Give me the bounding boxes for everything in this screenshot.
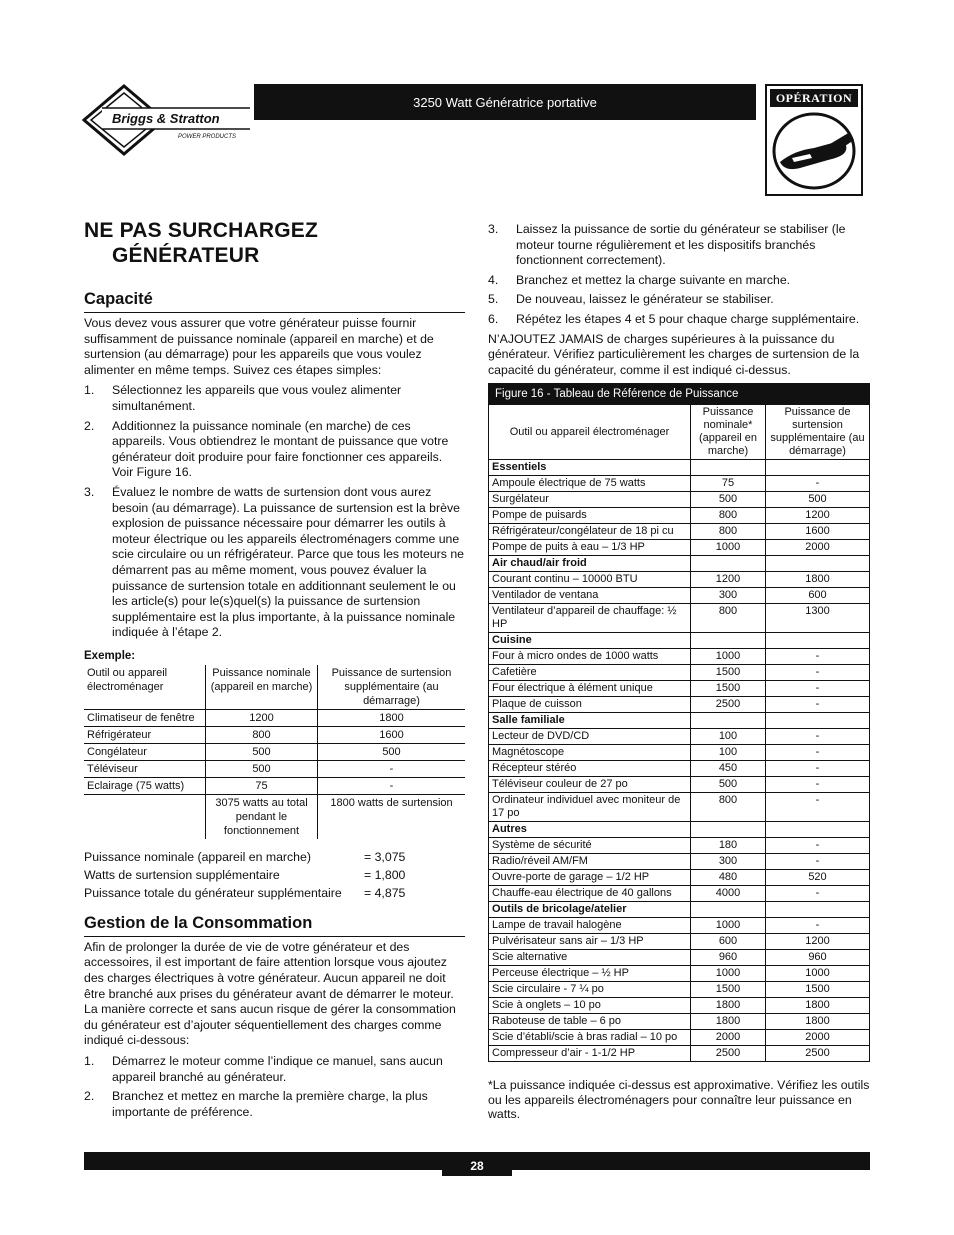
gestion-intro: Afin de prolonger la durée de vie de votre générateur et des accessoires, il est important de faire attention lorsque vous ajoutez des charges électriques à votre générateur. Aucun appareil ne doit être branché aux prises du générateur avant de démarrer le moteur. La manière correcte et sans aucun risque de gérer la consommation du générateur est d’ajouter séquentiellement des charges comme indiqué ci-dessous: — [84, 939, 456, 1048]
section-name: Cuisine — [489, 633, 691, 649]
surge-watts: 2000 — [766, 540, 870, 556]
section-name: Salle familiale — [489, 713, 691, 729]
running-watts: 500 — [691, 777, 766, 793]
example-header-surge: Puissance de surtension supplémentaire (au démarrage) — [318, 665, 466, 710]
step-number: 3. — [84, 484, 95, 499]
table-row — [84, 743, 465, 760]
step-item — [488, 292, 870, 308]
running-watts: 100 — [691, 745, 766, 761]
running-watts: 2000 — [691, 1030, 766, 1046]
section-name: Air chaud/air froid — [489, 556, 691, 572]
table-row — [489, 649, 869, 665]
appliance-name: Courant continu – 10000 BTU — [489, 572, 691, 588]
appliance-name: Ventilateur d’appareil de chauffage: ½ HP — [489, 604, 691, 633]
figure-caption: Figure 16 - Tableau de Référence de Puissance — [489, 384, 869, 405]
brand-sub: POWER PRODUCTS — [178, 134, 237, 140]
table-row — [489, 572, 869, 588]
surge-watts: - — [766, 777, 870, 793]
running-watts: 480 — [691, 870, 766, 886]
running-watts: 800 — [691, 508, 766, 524]
table-row — [489, 588, 869, 604]
surge-watts: - — [766, 649, 870, 665]
table-row — [489, 950, 869, 966]
surge-watts: 1300 — [766, 604, 870, 633]
ref-header-surge: Puissance de surtension supplémentaire (au démarrage) — [766, 405, 870, 460]
surge-watts: 1800 — [318, 709, 466, 726]
surge-watts: 520 — [766, 870, 870, 886]
step-number: 1. — [84, 383, 95, 398]
appliance-name: Réfrigérateur — [84, 726, 206, 743]
example-total-surge: 1800 watts de surtension — [318, 794, 466, 839]
section-row — [489, 633, 869, 649]
appliance-name: Ordinateur individuel avec moniteur de 17 po — [489, 793, 691, 822]
appliance-name: Cafetière — [489, 665, 691, 681]
step-number: 2. — [84, 418, 95, 433]
table-row — [489, 697, 869, 713]
total-value: = 4,875 — [364, 885, 406, 900]
appliance-name: Scie alternative — [489, 950, 691, 966]
example-table — [84, 665, 465, 839]
step-number: 5. — [488, 292, 499, 307]
appliance-name: Téléviseur — [84, 760, 206, 777]
running-watts: 500 — [691, 492, 766, 508]
appliance-name: Four électrique à élément unique — [489, 681, 691, 697]
power-reference-table — [488, 383, 870, 1062]
step-number: 3. — [488, 222, 499, 236]
surge-watts: 1800 — [766, 998, 870, 1014]
operation-badge-title: OPÉRATION — [770, 89, 858, 107]
table-row — [489, 761, 869, 777]
step-number: 1. — [84, 1054, 95, 1069]
appliance-name: Scie à onglets – 10 po — [489, 998, 691, 1014]
running-watts: 1500 — [691, 665, 766, 681]
running-watts: 75 — [206, 777, 318, 794]
ref-header-tool: Outil ou appareil électroménager — [489, 405, 691, 460]
document-title: 3250 Watt Génératrice portative — [413, 94, 597, 110]
running-watts: 500 — [206, 743, 318, 760]
step-text: Laissez la puissance de sortie du générateur se stabiliser (le moteur tourne régulièrement et les dispositifs branchés fonctionnent correctement). — [516, 222, 846, 268]
running-watts: 450 — [691, 761, 766, 777]
table-row — [489, 604, 869, 633]
totals-summary — [84, 848, 465, 902]
left-column — [84, 218, 465, 1124]
total-value: = 1,800 — [364, 867, 406, 882]
appliance-name: Lampe de travail halogène — [489, 918, 691, 934]
step-text: Sélectionnez les appareils que vous voulez alimenter simultanément. — [112, 383, 402, 413]
appliance-name: Ouvre-porte de garage – 1/2 HP — [489, 870, 691, 886]
table-row — [489, 524, 869, 540]
gestion-steps-continued — [488, 222, 870, 328]
step-item — [84, 485, 465, 641]
example-header-running: Puissance nominale (appareil en marche) — [206, 665, 318, 710]
step-text: Branchez et mettez en marche la première charge, la plus importante de préférence. — [112, 1089, 428, 1119]
running-watts: 500 — [206, 760, 318, 777]
step-item — [84, 1089, 465, 1120]
appliance-name: Ampoule électrique de 75 watts — [489, 476, 691, 492]
table-row — [489, 492, 869, 508]
running-watts: 960 — [691, 950, 766, 966]
footnote: *La puissance indiquée ci-dessus est approximative. Vérifiez les outils ou les appareils électroménagers pour connaître leur puissance en watts. — [488, 1078, 870, 1122]
appliance-name: Plaque de cuisson — [489, 697, 691, 713]
page-title-line2: GÉNÉRATEUR — [112, 244, 260, 267]
appliance-name: Téléviseur couleur de 27 po — [489, 777, 691, 793]
surge-watts: - — [766, 886, 870, 902]
section-row — [489, 460, 869, 476]
appliance-name: Ventilador de ventana — [489, 588, 691, 604]
running-watts: 1000 — [691, 918, 766, 934]
table-row — [489, 886, 869, 902]
capacite-heading: Capacité — [84, 290, 465, 313]
table-row — [84, 709, 465, 726]
step-text: Branchez et mettez la charge suivante en marche. — [516, 272, 791, 287]
example-header-tool: Outil ou appareil électroménager — [84, 665, 206, 710]
running-watts: 75 — [691, 476, 766, 492]
surge-watts: - — [766, 476, 870, 492]
running-watts: 1000 — [691, 966, 766, 982]
running-watts: 1200 — [691, 572, 766, 588]
running-watts: 1800 — [691, 998, 766, 1014]
step-item — [84, 419, 465, 481]
table-row — [489, 918, 869, 934]
table-row — [84, 777, 465, 794]
surge-watts: - — [766, 793, 870, 822]
section-row — [489, 822, 869, 838]
page-title-line1: NE PAS SURCHARGEZ — [84, 219, 319, 242]
total-label: Watts de surtension supplémentaire — [84, 867, 280, 882]
appliance-name: Perceuse électrique – ½ HP — [489, 966, 691, 982]
total-line — [84, 866, 465, 884]
page-title — [84, 218, 465, 268]
step-number: 6. — [488, 311, 499, 326]
table-row — [489, 998, 869, 1014]
appliance-name: Climatiseur de fenêtre — [84, 709, 206, 726]
appliance-name: Congélateur — [84, 743, 206, 760]
capacite-intro: Vous devez vous assurer que votre générateur puisse fournir suffisamment de puissance nominale (appareil en marche) et de surtension (au démarrage) pour les appareils que vous voulez alimenter en même temps. Suivez ces étapes simples: — [84, 316, 434, 377]
running-watts: 1200 — [206, 709, 318, 726]
running-watts: 100 — [691, 729, 766, 745]
total-label: Puissance nominale (appareil en marche) — [84, 849, 311, 864]
appliance-name: Pompe de puisards — [489, 508, 691, 524]
section-row — [489, 902, 869, 918]
running-watts: 1800 — [691, 1014, 766, 1030]
running-watts: 600 — [691, 934, 766, 950]
appliance-name: Chauffe-eau électrique de 40 gallons — [489, 886, 691, 902]
appliance-name: Scie circulaire - 7 ¼ po — [489, 982, 691, 998]
total-label: Puissance totale du générateur supplémentaire — [84, 885, 342, 900]
step-text: Démarrez le moteur comme l’indique ce manuel, sans aucun appareil branché au générateur. — [112, 1054, 443, 1084]
section-row — [489, 713, 869, 729]
header-bar — [254, 84, 756, 120]
step-item — [488, 222, 870, 269]
table-row — [489, 870, 869, 886]
surge-watts: 1000 — [766, 966, 870, 982]
running-watts: 180 — [691, 838, 766, 854]
table-row — [489, 729, 869, 745]
surge-watts: - — [766, 665, 870, 681]
surge-watts: - — [766, 681, 870, 697]
hand-switch-icon — [770, 110, 858, 192]
gestion-heading: Gestion de la Consommation — [84, 914, 465, 937]
surge-watts: 500 — [766, 492, 870, 508]
section-row — [489, 556, 869, 572]
step-item — [84, 1054, 465, 1085]
total-value: = 3,075 — [364, 849, 406, 864]
total-line — [84, 848, 465, 866]
operation-badge — [765, 84, 863, 196]
running-watts: 800 — [691, 524, 766, 540]
section-name: Essentiels — [489, 460, 691, 476]
appliance-name: Raboteuse de table – 6 po — [489, 1014, 691, 1030]
surge-watts: 1200 — [766, 508, 870, 524]
running-watts: 1000 — [691, 649, 766, 665]
step-number: 2. — [84, 1089, 95, 1104]
appliance-name: Récepteur stéréo — [489, 761, 691, 777]
step-text: Évaluez le nombre de watts de surtension dont vous aurez besoin (au démarrage). La puissance de surtension est la brève explosion de puissance nécessaire pour démarrer les outils à moteur électrique ou les appareils électroménagers comme une scie circulaire ou un réfrigérateur. Parce que tous les moteurs ne démarrent pas au même moment, vous pouvez évaluer la puissance de surtension totale en additionnant seulement le ou les article(s) pour le(s)quel(s) la puissance de surtension supplémentaire est la plus importante, à la puissance nominale indiquée à l’étape 2. — [112, 484, 465, 640]
surge-watts: 2500 — [766, 1046, 870, 1062]
surge-watts: 500 — [318, 743, 466, 760]
overload-warning: N’AJOUTEZ JAMAIS de charges supérieures à la puissance du générateur. Vérifiez particulièrement les charges de surtension de la capacité du générateur, comme il est indiqué ci-dessus. — [488, 331, 860, 377]
running-watts: 1500 — [691, 982, 766, 998]
appliance-name: Scie d’établi/scie à bras radial – 10 po — [489, 1030, 691, 1046]
example-total-running: 3075 watts au total pendant le fonctionnement — [206, 794, 318, 839]
table-row — [489, 854, 869, 870]
surge-watts: 1800 — [766, 572, 870, 588]
step-number: 4. — [488, 272, 499, 287]
table-row — [489, 1046, 869, 1062]
running-watts: 800 — [691, 793, 766, 822]
step-item — [488, 312, 870, 328]
total-line — [84, 884, 465, 902]
table-row — [84, 760, 465, 777]
surge-watts: 1500 — [766, 982, 870, 998]
table-row — [489, 1014, 869, 1030]
appliance-name: Système de sécurité — [489, 838, 691, 854]
running-watts: 800 — [691, 604, 766, 633]
surge-watts: - — [318, 777, 466, 794]
step-text: Additionnez la puissance nominale (en marche) de ces appareils. Vous obtiendrez le montant de puissance que votre générateur doit produire pour faire fonctionner ces appareils. Voir Figure 16. — [112, 418, 449, 480]
surge-watts: 1600 — [766, 524, 870, 540]
page-number: 28 — [442, 1152, 512, 1176]
step-text: De nouveau, laissez le générateur se stabiliser. — [516, 292, 774, 307]
surge-watts: 1800 — [766, 1014, 870, 1030]
table-row — [489, 838, 869, 854]
running-watts: 4000 — [691, 886, 766, 902]
surge-watts: 600 — [766, 588, 870, 604]
appliance-name: Four à micro ondes de 1000 watts — [489, 649, 691, 665]
ref-header-running: Puissance nominale* (appareil en marche) — [691, 405, 766, 460]
table-row — [84, 726, 465, 743]
appliance-name: Surgélateur — [489, 492, 691, 508]
table-row — [489, 777, 869, 793]
running-watts: 1000 — [691, 540, 766, 556]
surge-watts: - — [318, 760, 466, 777]
appliance-name: Pulvérisateur sans air – 1/3 HP — [489, 934, 691, 950]
running-watts: 2500 — [691, 697, 766, 713]
running-watts: 300 — [691, 588, 766, 604]
appliance-name: Réfrigérateur/congélateur de 18 pi cu — [489, 524, 691, 540]
briggs-stratton-logo — [82, 84, 254, 156]
surge-watts: 1200 — [766, 934, 870, 950]
appliance-name: Eclairage (75 watts) — [84, 777, 206, 794]
table-row — [489, 793, 869, 822]
appliance-name: Radio/réveil AM/FM — [489, 854, 691, 870]
table-row — [489, 681, 869, 697]
right-column — [488, 222, 870, 1122]
table-row — [489, 508, 869, 524]
table-row — [489, 966, 869, 982]
capacite-steps — [84, 383, 465, 641]
surge-watts: 2000 — [766, 1030, 870, 1046]
step-item — [84, 383, 465, 414]
section-name: Autres — [489, 822, 691, 838]
running-watts: 300 — [691, 854, 766, 870]
table-row — [489, 476, 869, 492]
appliance-name: Compresseur d’air - 1-1/2 HP — [489, 1046, 691, 1062]
surge-watts: 1600 — [318, 726, 466, 743]
surge-watts: - — [766, 918, 870, 934]
table-row — [489, 745, 869, 761]
table-row — [489, 540, 869, 556]
running-watts: 1500 — [691, 681, 766, 697]
surge-watts: - — [766, 761, 870, 777]
appliance-name: Magnétoscope — [489, 745, 691, 761]
surge-watts: - — [766, 745, 870, 761]
step-text: Répétez les étapes 4 et 5 pour chaque charge supplémentaire. — [516, 311, 860, 326]
appliance-name: Pompe de puits à eau – 1/3 HP — [489, 540, 691, 556]
brand-name: Briggs & Stratton — [112, 111, 220, 126]
gestion-steps — [84, 1054, 465, 1120]
table-row — [489, 665, 869, 681]
surge-watts: - — [766, 697, 870, 713]
table-row — [489, 982, 869, 998]
table-row — [489, 934, 869, 950]
step-item — [488, 273, 870, 289]
example-label: Exemple: — [84, 649, 136, 662]
running-watts: 800 — [206, 726, 318, 743]
running-watts: 2500 — [691, 1046, 766, 1062]
surge-watts: - — [766, 729, 870, 745]
surge-watts: - — [766, 854, 870, 870]
section-name: Outils de bricolage/atelier — [489, 902, 691, 918]
surge-watts: - — [766, 838, 870, 854]
surge-watts: 960 — [766, 950, 870, 966]
table-row — [489, 1030, 869, 1046]
appliance-name: Lecteur de DVD/CD — [489, 729, 691, 745]
